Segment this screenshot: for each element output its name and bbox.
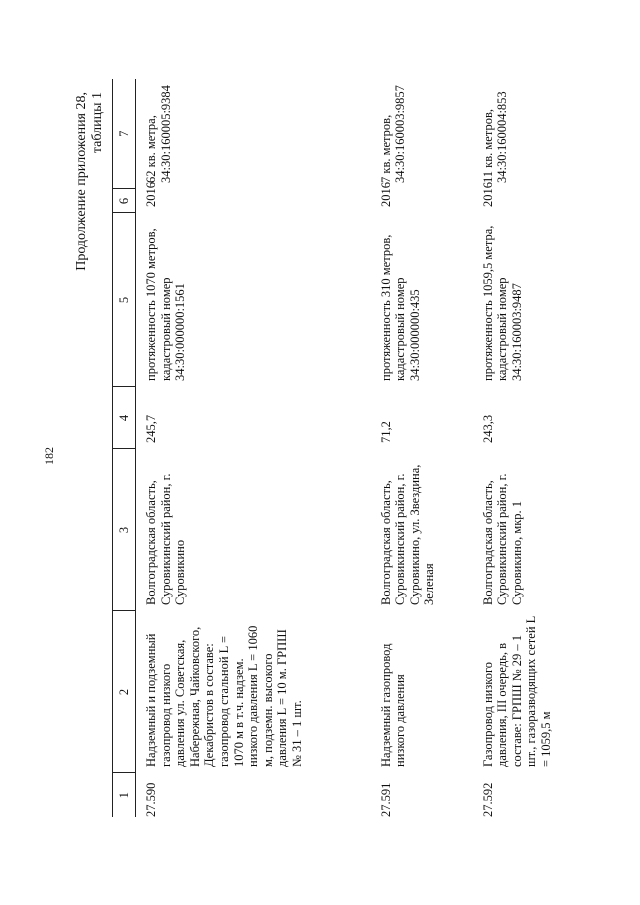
- header-col-6: 6: [113, 189, 136, 213]
- object-value: 243,3: [480, 414, 495, 443]
- object-year: 2016: [378, 182, 393, 207]
- header-col-5: 5: [113, 213, 136, 387]
- object-value: 71,2: [378, 421, 393, 443]
- header-col-4: 4: [113, 387, 136, 449]
- object-name: Газопровод низкого давления, III очередь, в составе: ГРПШ № 29 – 1 шт., газоразводящих сетей L = 1059,5 м: [480, 616, 553, 767]
- object-land: 62 кв. метра, 34:30:160005:9384: [144, 85, 173, 183]
- table-caption: [74, 92, 106, 271]
- object-description: протяженность 1059,5 метра, кадастровый номер 34:30:160003:9487: [480, 225, 524, 381]
- row-number: 27.592: [480, 782, 495, 817]
- header-col-3: 3: [113, 449, 136, 611]
- property-table: [112, 79, 561, 817]
- caption-line-1: Продолжение приложения 28,: [74, 92, 89, 271]
- header-col-1: 1: [113, 773, 136, 817]
- table-row: [374, 79, 476, 817]
- object-name: Надземный и подземный газопровод низкого давления ул. Советская, Набережная, Чайковского, Декабристов в составе: газопровод стальной L = 1070 м в т.ч. надзем. низкого давления L = 1060 м, подземн. высокого давления L = 10 м. ГРПШ № 31 – 1 шт.: [144, 625, 304, 767]
- row-number: 27.590: [144, 782, 158, 817]
- object-value: 245,7: [144, 414, 158, 443]
- table-row: [476, 79, 562, 817]
- object-address: Волгоградская область, Суровикинский район, г. Суровикино: [144, 473, 188, 605]
- object-address: Волгоградская область, Суровикинский район, г. Суровикино, мкр. 1: [480, 473, 524, 605]
- row-number: 27.591: [378, 782, 393, 817]
- object-year: 2016: [480, 182, 495, 207]
- object-land: 7 кв. метров, 34:30:160003:9857: [378, 85, 408, 183]
- table-header: [113, 79, 136, 817]
- header-row: [113, 79, 136, 817]
- object-year: 2016: [144, 182, 158, 207]
- object-address: Волгоградская область, Суровикинский район, г. Суровикино, ул. Звездина, Зеленая: [378, 464, 437, 605]
- page-number: 182: [42, 447, 56, 465]
- object-description: протяженность 1070 метров, кадастровый номер 34:30:000000:1561: [144, 228, 188, 381]
- object-name: Надземный газопровод низкого давления: [378, 643, 408, 767]
- header-col-2: 2: [113, 611, 136, 773]
- header-col-7: 7: [113, 79, 136, 189]
- object-land: 11 кв. метров, 34:30:160004:853: [480, 91, 510, 183]
- caption-line-2: таблицы 1: [90, 92, 105, 154]
- table-row: [136, 79, 374, 817]
- object-description: протяженность 310 метров, кадастровый номер 34:30:000000:435: [378, 234, 422, 381]
